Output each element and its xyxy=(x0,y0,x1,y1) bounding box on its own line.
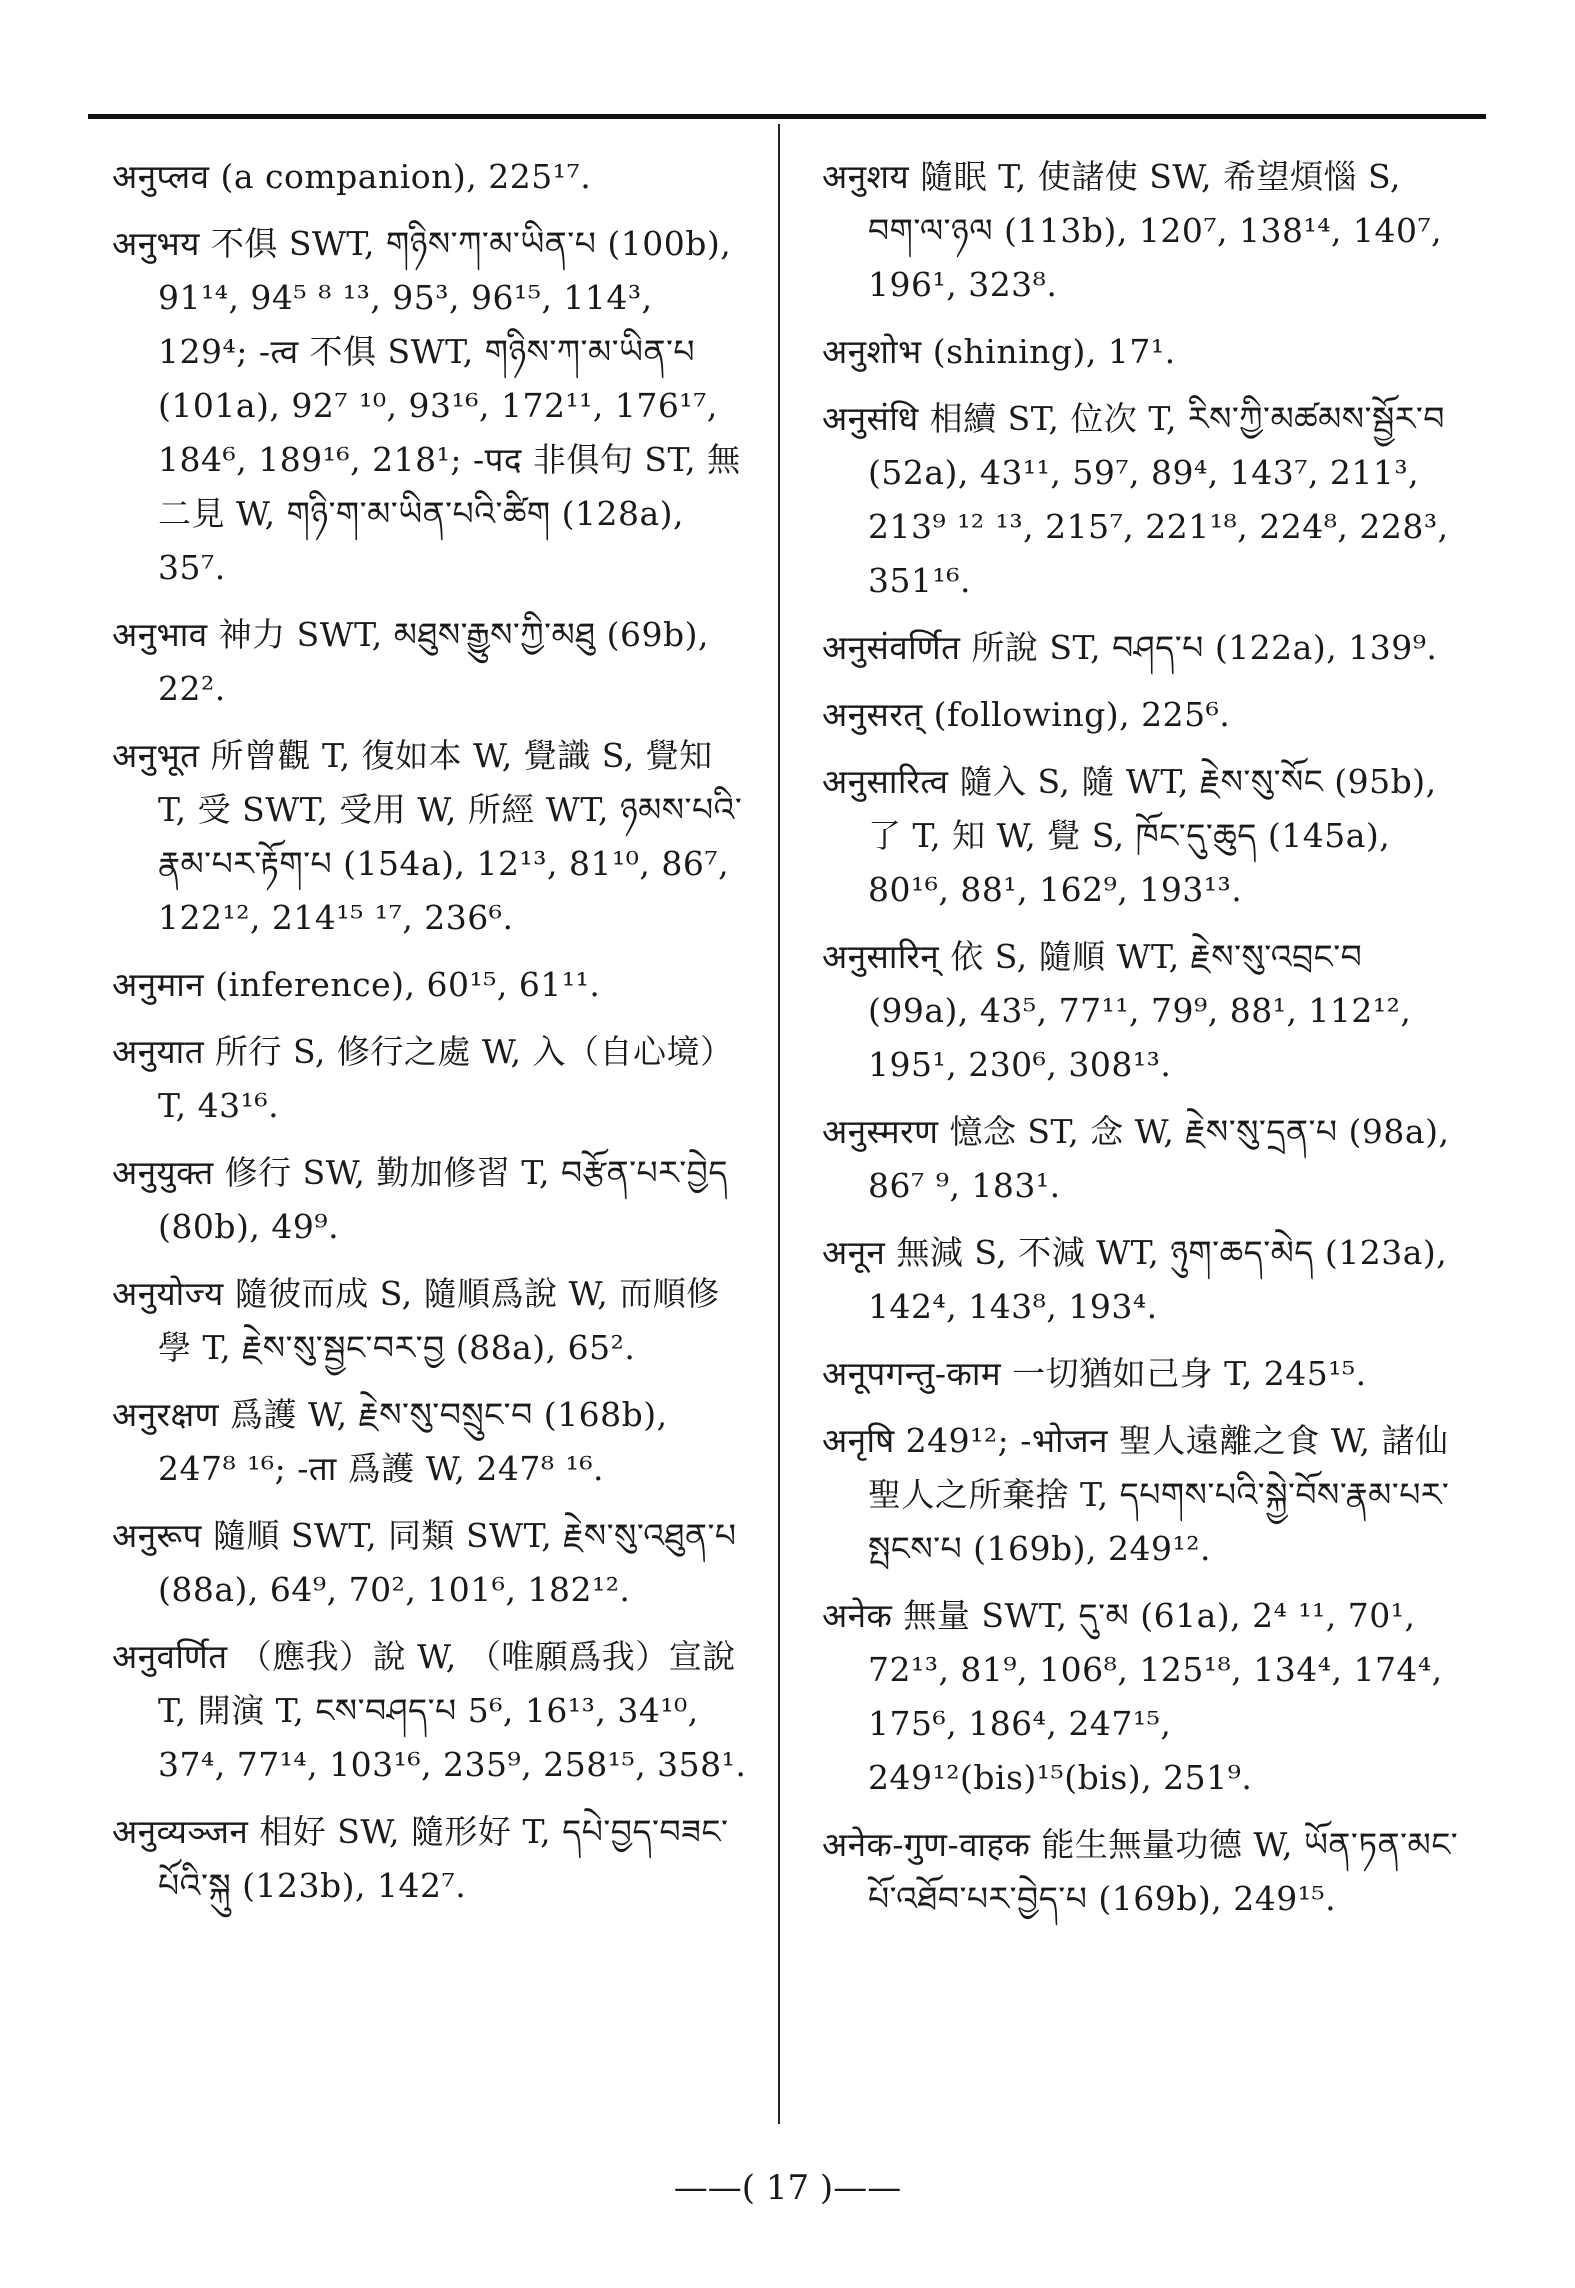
dictionary-entry: अनुभाव 神力 SWT, མཐུས་རྒྱུས་ཀྱི་མཐུ (69b), 22². xyxy=(112,615,709,708)
dictionary-entry: अनुमान (inference), 60¹⁵, 61¹¹. xyxy=(112,965,601,1004)
dictionary-entry: अनुयात 所行 S, 修行之處 W, 入（自心境） T, 43¹⁶. xyxy=(112,1032,734,1125)
dictionary-entry: अनुप्लव (a companion), 225¹⁷. xyxy=(112,157,592,196)
right-column xyxy=(822,150,1462,1939)
column-divider xyxy=(778,124,780,2124)
dictionary-entry: अनून 無減 S, 不減 WT, ཉུག་ཆད་མེད (123a), 142⁴, 143⁸, 193⁴. xyxy=(822,1233,1448,1326)
dictionary-entry: अनुवर्णित （應我）說 W, （唯願爲我）宣說 T, 開演 T, ངས་བཤད་པ 5⁶, 16¹³, 34¹⁰, 37⁴, 77¹⁴, 103¹⁶, 235⁹, 258¹⁵, 358¹. xyxy=(112,1637,747,1784)
dictionary-entry: अनुभय 不俱 SWT, གཉིས་ཀ་མ་ཡིན་པ (100b), 91¹⁴, 94⁵ ⁸ ¹³, 95³, 96¹⁵, 114³, 129⁴; -त्व 不俱 SWT, གཉིས་ཀ་མ་ཡིན་པ (101a), 92⁷ ¹⁰, 93¹⁶, 172¹¹, 176¹⁷, 184⁶, 189¹⁶, 218¹; -पद 非俱句 ST, 無二見 W, གཉི་ག་མ་ཡིན་པའི་ཚིག (128a), 35⁷. xyxy=(112,224,741,587)
dictionary-entry: अनुसंधि 相續 ST, 位次 T, རིས་ཀྱི་མཚམས་སྦྱོར་བ (52a), 43¹¹, 59⁷, 89⁴, 143⁷, 211³, 213⁹ ¹² ¹³, 215⁷, 221¹⁸, 224⁸, 228³, 351¹⁶. xyxy=(822,399,1449,600)
dictionary-entry: अनृषि 249¹²; -भोजन 聖人遠離之食 W, 諸仙聖人之所棄捨 T, དཔགས་པའི་སྐྱེ་བོས་རྣམ་པར་སྤངས་པ (169b), 249¹². xyxy=(822,1421,1450,1568)
header-rule xyxy=(88,114,1486,119)
dictionary-entry: अनुसरत् (following), 225⁶. xyxy=(822,695,1231,734)
dictionary-entry: अनुशय 隨眠 T, 使諸使 SW, 希望煩惱 S, བག་ལ་ཉལ (113b), 120⁷, 138¹⁴, 140⁷, 196¹, 323⁸. xyxy=(822,157,1443,304)
dictionary-entry: अनेक 無量 SWT, དུ་མ (61a), 2⁴ ¹¹, 70¹, 72¹³, 81⁹, 106⁸, 125¹⁸, 134⁴, 174⁴, 175⁶, 186⁴, 247¹⁵, 249¹²(bis)¹⁵(bis), 251⁹. xyxy=(822,1596,1443,1797)
dictionary-entry: अनुसारित्व 隨入 S, 隨 WT, རྗེས་སུ་སོང (95b), 了 T, 知 W, 覺 S, ཁོང་དུ་ཆུད (145a), 80¹⁶, 88¹, 162⁹, 193¹³. xyxy=(822,762,1437,909)
dictionary-entry: अनुरक्षण 爲護 W, རྗེས་སུ་བསྲུང་བ (168b), 247⁸ ¹⁶; -ता 爲護 W, 247⁸ ¹⁶. xyxy=(112,1395,668,1488)
dictionary-entry: अनुसंवर्णित 所說 ST, བཤད་པ (122a), 139⁹. xyxy=(822,628,1438,667)
page-number: ——( 17 )—— xyxy=(673,2168,902,2208)
dictionary-entry: अनेक-गुण-वाहक 能生無量功德 W, ཡོན་ཏན་མང་པོ་འཐོབ་པར་བྱེད་པ (169b), 249¹⁵. xyxy=(822,1825,1459,1918)
dictionary-entry: अनुव्यञ्जन 相好 SW, 隨形好 T, དཔེ་བྱད་བཟང་པོའི་སྐུ (123b), 142⁷. xyxy=(112,1812,729,1905)
dictionary-entry: अनुस्मरण 憶念 ST, 念 W, རྗེས་སུ་དྲན་པ (98a), 86⁷ ⁹, 183¹. xyxy=(822,1112,1450,1205)
dictionary-entry: अनुयोज्य 隨彼而成 S, 隨順爲說 W, 而順修學 T, རྗེས་སུ་སྦྱང་བར་བྱ (88a), 65². xyxy=(112,1274,720,1367)
dictionary-entry: अनुसारिन् 依 S, 隨順 WT, རྗེས་སུ་འབྲང་བ (99a), 43⁵, 77¹¹, 79⁹, 88¹, 112¹², 195¹, 230⁶, 308¹³. xyxy=(822,937,1412,1084)
dictionary-entry: अनुरूप 隨順 SWT, 同類 SWT, རྗེས་སུ་འཐུན་པ (88a), 64⁹, 70², 101⁶, 182¹². xyxy=(112,1516,737,1609)
dictionary-entry: अनुभूत 所曾觀 T, 復如本 W, 覺識 S, 覺知 T, 受 SWT, 受用 W, 所經 WT, ཉམས་པའི་རྣམ་པར་རྟོག་པ (154a), 12¹³, 81¹⁰, 86⁷, 122¹², 214¹⁵ ¹⁷, 236⁶. xyxy=(112,736,743,937)
dictionary-entry: अनुयुक्त 修行 SW, 勤加修習 T, བརྩོན་པར་བྱེད (80b), 49⁹. xyxy=(112,1153,728,1246)
dictionary-entry: अनूपगन्तु-काम 一切猶如己身 T, 245¹⁵. xyxy=(822,1354,1367,1393)
dictionary-entry: अनुशोभ (shining), 17¹. xyxy=(822,332,1176,371)
left-column xyxy=(112,150,752,1926)
